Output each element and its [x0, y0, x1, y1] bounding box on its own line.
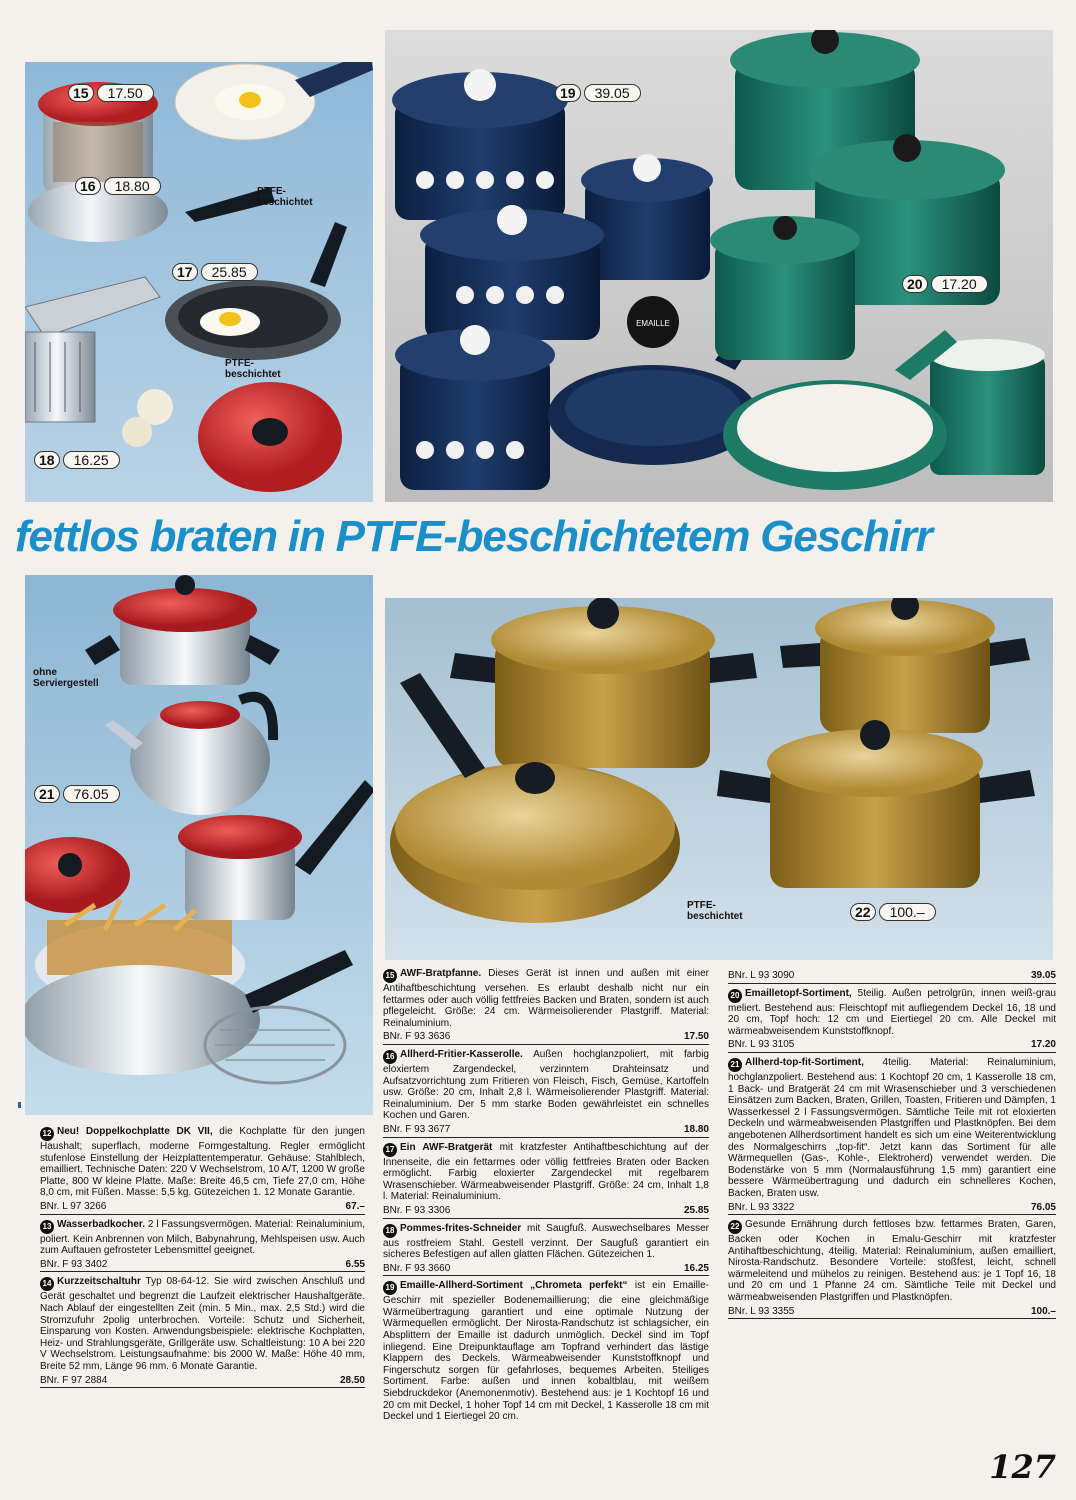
item-title: Pommes-frites-Schneider: [400, 1222, 522, 1234]
order-number: BNr. F 93 3660: [383, 1262, 451, 1274]
item-title: Kurzzeitschaltuhr: [57, 1276, 141, 1288]
item-text: Gesunde Ernährung durch fettloses bzw. fettarmes Braten, Garen, Backen oder Kochen in Emalu-Geschirr mit kratzfester Antihaftbeschichtung, 4teilig. Material: Reinaluminium, außen emailliert, Nirosta-Randschutz. Besondere Vorteile: stoßfest, leicht, schnell wärmeleitend und mühelos zu reinigen. Bestehend aus: je 1 Topf 16, 18 und 20 cm und 1 Pfanne 24 cm. Sämtliche Teile mit Deckel und wärmeabweisenden Plastgriffen und Plastknöpfen.: [728, 1219, 1056, 1304]
item-16: [383, 1049, 709, 1138]
price-tag-19: 19 39.05: [555, 84, 641, 102]
order-number: BNr. L 93 3322: [728, 1201, 795, 1213]
text-column-1: [40, 1126, 365, 1392]
price-tag-18: 18 16.25: [34, 451, 120, 469]
caption-ohne-serviergestell: ohne Serviergestell: [33, 667, 99, 689]
order-number: BNr. F 93 3677: [383, 1123, 451, 1135]
emaille-stamp: EMAILLE: [636, 319, 670, 328]
item-price: 18.80: [683, 1123, 709, 1135]
order-line: [728, 1038, 1056, 1053]
item-19-order: [728, 969, 1056, 984]
item-number-badge: 18: [383, 1224, 397, 1238]
item-title: Allherd-top-fit-Sortiment,: [745, 1056, 864, 1068]
order-line: [383, 1204, 709, 1219]
item-text: ist ein Emaille-Geschirr mit spezieller Bodenemaillierung; die eine gleichmäßige Wärmeübertragung garantiert und eine optimale Nutzung der Wärmequellen ermöglicht. Der Nirosta-Randschutz ist schlagsicher, ein Absplittern der Emaille ist dadurch unmöglich. Deckel sind im Topf inliegend. Eine Dreipunktauflage am Topfrand verhindert das lästige Klappern des Deckels. Wärmeabweisender Kunststoffknopf und Fingerschutz sorgen für gefahrloses, bequemes Arbeiten. 5teiliges Sortiment. Farbe: außen und innen kobaltblau, mit weißem Siebdruckdekor (Anemonenmotiv). Bestehend aus: je 1 Kochtopf 16 und 20 cm mit Deckel, 1 hoher Topf 14 cm mit Deckel, 1 Kasserolle 18 cm mit Deckel und 1 Eiertiegel 20 cm.: [383, 1280, 709, 1423]
item-number-badge: 22: [728, 1220, 742, 1234]
item-text: Außen hochglanzpoliert, mit farbig eloxiertem Zargendeckel, verzinntem Drahteinsatz und Aufsatzvorrichtung zum Fritieren von Fleisch, Fisch, Gemüse, Kartoffeln usw. Größe: 20 cm, Inhalt 2,8 l. Wärmeisolierender Plastgriff. Material: Reinaluminium. Der 5 mm starke Boden gewährleistet ein schnelles Kochen und Garen.: [383, 1048, 709, 1122]
item-20: [728, 988, 1056, 1053]
order-number: BNr. F 97 2884: [40, 1374, 108, 1386]
item-text: Typ 08-64-12. Sie wird zwischen Anschluß und Gerät geschaltet und begrenzt die Laufzeit elektrischer Haushaltgeräte. Nach Ablauf der eingestellten Zeit (min. 5 Min., max. 2,5 Std.) wird die Stromzufuhr 2polig unterbrochen. Vorteile: Schutz und Sicherheit, Einsparung von Kosten. Anwendungsbeispiele: elektrische Kochplatten, Heiz- und Strahlungsgeräte, Grillgeräte usw. Schaltleistung: 10 A bei 220 V Wechselstrom. Leistungsaufnahme: bis 2000 W. Maße: Höhe 40 mm, Breite 52 mm, Länge 96 mm. 6 Monate Garantie.: [40, 1276, 365, 1372]
item-number-badge: 14: [40, 1277, 54, 1291]
order-line: [383, 1030, 709, 1045]
item-number-badge: 20: [728, 989, 742, 1003]
item-price: 17.50: [683, 1031, 709, 1043]
item-text: mit Saugfuß. Auswechselbares Messer aus rostfreiem Stahl. Gestell verzinnt. Der Saugfuß garantiert ein sicheres Befestigen auf allen glatten Flächen. Gütezeichen 1.: [383, 1222, 710, 1261]
item-number-badge: 12: [40, 1127, 54, 1141]
item-price: 39.05: [1030, 970, 1056, 981]
item-price: 76.05: [1030, 1201, 1056, 1213]
price-tag-20: 20 17.20: [902, 275, 988, 293]
item-12: [40, 1126, 365, 1215]
photo-top-fit-set: [25, 575, 373, 1115]
item-15: [383, 968, 709, 1045]
order-line: [40, 1374, 365, 1389]
price-tag-21: 21 76.05: [34, 785, 120, 803]
caption-ptfe-3: PTFE- beschichtet: [687, 900, 743, 922]
order-line: [728, 1201, 1056, 1216]
text-column-2: [383, 968, 709, 1427]
item-text: Dieses Gerät ist innen und außen mit einer Antihaftbeschichtung versehen. Es erlaubt deshalb nicht nur ein fettarmes oder auch völlig fettfreies Backen und Braten, sondern ist auch pflegeleicht. Größe: 24 cm. Wärmeisolierender Plastgriff. Material: Reinaluminium.: [383, 968, 709, 1029]
price-tag-22: 22 100.–: [850, 903, 936, 921]
item-price: 17.20: [1030, 1039, 1056, 1051]
item-18: [383, 1223, 709, 1277]
item-17: [383, 1142, 709, 1219]
item-text: die Kochplatte für den jungen Haushalt; superflach, moderne Formgestaltung. Regler ermöglicht stufenlose Einstellung der Heizplattentemperatur. Gehäuse: Stahlblech, emailliert. Technische Daten: 220 V Wechselstrom, 10 A/T, 1200 W große Platte, 800 W kleine Platte. Maße: Breite 46,5 cm, Tiefe 27,0 cm, Höhe 8,0 cm, mit Füßen. Masse: 5,5 kg. Gütezeichen 1. 12 Monate Garantie.: [40, 1126, 365, 1199]
item-title: Emailletopf-Sortiment,: [745, 987, 852, 999]
page-headline: fettlos braten in PTFE-beschichtetem Geschirr: [15, 512, 932, 561]
photo-emalu-set: [385, 598, 1053, 960]
item-price: 25.85: [683, 1204, 709, 1216]
order-line: [383, 1262, 709, 1277]
item-number-badge: 13: [40, 1220, 54, 1234]
order-line: [728, 969, 1056, 984]
item-title: Allherd-Fritier-Kasserolle.: [400, 1048, 523, 1060]
order-number: BNr. L 93 3105: [728, 1039, 795, 1051]
item-text: 4teilig. Material: Reinaluminium, hochglanzpoliert. Bestehend aus: 1 Kochtopf 20 cm, 1 Kasserolle 18 cm, 1 Back- und Bratgerät 24 cm mit Wrasenschieber und 3 verschiedenen Einsätzen zum Backen, Braten, Grillen, Toasten, Fritieren und Dämpfen, 1 Wasserkessel 2 l Fassungsvermögen. Sämtliche Teile mit rot eloxierten Deckeln und wärmeabweisenden Plastgriffen und Plastknöpfen. Bei dem angebotenen Allherdsortiment handelt es sich um eine Weiterentwicklung des Normalgeschirrs „top-fit“. Jetzt kann das Sortiment für alle Wärmequellen (Gas-, Kohle-, Elektroherd) verwendet werden. Die Bodenstärke von 5 mm (Normalausführung 1,5 mm) garantiert eine bessere Wärmeübertragung und dadurch ein schnelleres Kochen, Backen, Braten usw.: [728, 1056, 1056, 1199]
item-number-badge: 17: [383, 1143, 397, 1157]
item-14: [40, 1276, 365, 1388]
item-number-badge: 15: [383, 969, 397, 983]
item-price: 28.50: [339, 1374, 365, 1386]
item-price: 16.25: [683, 1262, 709, 1274]
order-number: BNr. F 93 3306: [383, 1204, 451, 1216]
order-line: [40, 1200, 365, 1215]
item-13: [40, 1219, 365, 1273]
order-number: BNr. F 93 3402: [40, 1258, 108, 1270]
item-price: 6.55: [345, 1258, 365, 1270]
order-number: BNr. L 93 3355: [728, 1305, 795, 1317]
order-number: BNr. F 93 3636: [383, 1031, 451, 1043]
item-22: [728, 1219, 1056, 1319]
item-number-badge: 16: [383, 1050, 397, 1064]
order-number: BNr. L 97 3266: [40, 1200, 107, 1212]
order-line: [728, 1305, 1056, 1320]
text-column-3: [728, 968, 1056, 1323]
item-title: Emaille-Allherd-Sortiment „Chrometa perfekt“: [400, 1280, 628, 1292]
caption-ptfe-2: PTFE- beschichtet: [225, 358, 281, 380]
order-line: [383, 1123, 709, 1138]
caption-ptfe-1: PTFE- beschichtet: [257, 186, 313, 208]
photo-enamel-cookware: [385, 30, 1053, 502]
item-text: mit kratzfester Antihaftbeschichtung auf der Innenseite, die ein fettarmes oder völlig fettfreies Braten oder Backen ermöglicht. Farbig eloxierter Zargendeckel mit regelbarem Wrasenschieber. Wärmeabweisender Plastgriff. Größe: 24 cm, Inhalt 1,8 l. Material: Reinaluminium.: [383, 1141, 710, 1203]
price-tag-16: 16 18.80: [75, 177, 161, 195]
item-title: AWF-Bratpfanne.: [400, 968, 482, 979]
item-21: [728, 1057, 1056, 1215]
order-number: BNr. L 93 3090: [728, 970, 795, 981]
item-title: Ein AWF-Bratgerät: [400, 1141, 493, 1153]
item-price: 67.–: [345, 1200, 365, 1212]
order-line: [40, 1258, 365, 1273]
item-19: [383, 1280, 709, 1423]
price-tag-17: 17 25.85: [172, 263, 258, 281]
item-text: 5teilig. Außen petrolgrün, innen weiß-grau meliert. Bestehend aus: Fleischtopf mit aufliegendem Deckel 16, 18 und 20 cm, Topf hoch: 12 cm und Eiertiegel 20 cm. Alle Deckel mit wärmeabweisendem Kunststoffknopf.: [728, 987, 1056, 1037]
item-number-badge: 19: [383, 1281, 397, 1295]
price-tag-15: 15 17.50: [68, 84, 154, 102]
page-number: 127: [989, 1448, 1056, 1486]
blue-mark: [18, 1102, 21, 1108]
item-number-badge: 21: [728, 1058, 742, 1072]
item-text: 2 l Fassungsvermögen. Material: Reinaluminium, poliert. Kein Anbrennen von Milch, Babynahrung, Mehlspeisen usw. Auch zum Auftauen gefrosteter Lebensmittel geeignet.: [40, 1218, 365, 1257]
item-title: Wasserbadkocher.: [57, 1218, 146, 1230]
item-price: 100.–: [1030, 1305, 1056, 1317]
item-title: Neu! Doppelkochplatte DK VII,: [57, 1126, 213, 1137]
photo-aluminium-cookware: [25, 62, 373, 502]
